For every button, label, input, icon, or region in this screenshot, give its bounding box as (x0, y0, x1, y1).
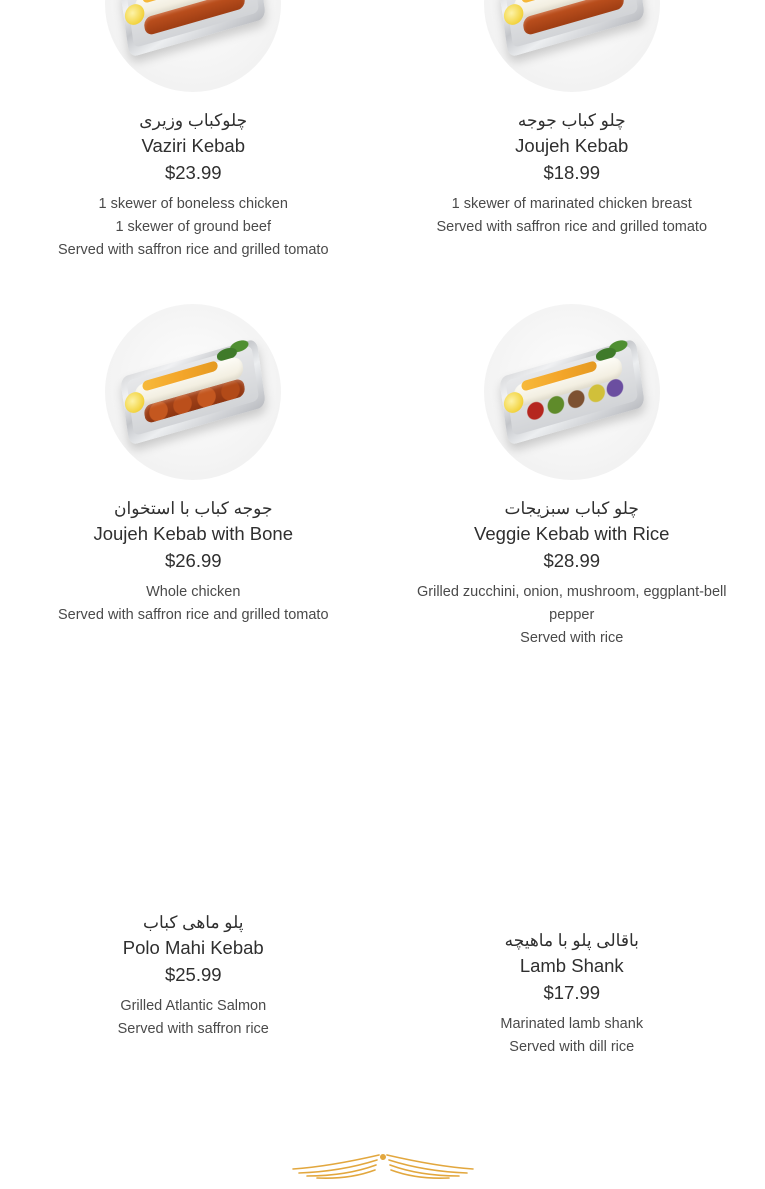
item-description-line: 1 skewer of marinated chicken breast (451, 195, 692, 212)
item-description (397, 581, 747, 651)
item-title-fa: پلو ماهی کباب (143, 913, 244, 933)
item-description-line: Served with saffron rice and grilled tomato (57, 241, 329, 258)
item-price: $18.99 (543, 161, 601, 183)
menu-item-polo-mahi-kebab[interactable] (14, 718, 373, 1041)
menu-item-joujeh-kebab[interactable] (393, 18, 752, 280)
item-price: $26.99 (164, 549, 222, 571)
item-title-fa: جوجه کباب با استخوان (114, 499, 273, 519)
item-description-line: Marinated lamb shank (500, 1015, 644, 1032)
item-title-fa: چلو کباب سبزیجات (504, 499, 639, 519)
lamb-shank-photo (484, 736, 660, 912)
kebab-tray-illustration (108, 327, 278, 457)
item-description (58, 193, 329, 263)
item-price: $17.99 (543, 982, 601, 1004)
item-title-en: Veggie Kebab with Rice (474, 523, 670, 545)
menu-item-lamb-shank[interactable] (393, 736, 752, 1059)
item-description (436, 193, 707, 239)
menu-item-veggie-kebab-with-rice[interactable] (393, 304, 752, 650)
item-description-line: Served with rice (520, 630, 624, 647)
item-price: $23.99 (164, 161, 222, 183)
item-description-line: Grilled zucchini, onion, mushroom, eggplant-bell pepper (417, 583, 727, 623)
item-title-en: Joujeh Kebab (515, 134, 629, 156)
menu-row-2 (0, 304, 765, 650)
item-description-line: Served with saffron rice and grilled tomato (57, 606, 329, 623)
item-description-line: Served with saffron rice (117, 1021, 269, 1038)
item-description-line: Served with dill rice (509, 1039, 635, 1056)
item-title-fa: باقالی پلو با ماهیچه (504, 931, 639, 951)
item-description (58, 581, 329, 627)
item-description-line: 1 skewer of ground beef (115, 218, 272, 235)
kebab-tray-illustration (108, 0, 278, 69)
item-description-line: Grilled Atlantic Salmon (120, 997, 267, 1014)
menu-item-vaziri-kebab[interactable] (14, 0, 373, 262)
menu-item-joujeh-kebab-with-bone[interactable] (14, 304, 373, 650)
joujeh-kebab-with-bone-photo (105, 304, 281, 480)
item-title-en: Polo Mahi Kebab (122, 937, 264, 959)
item-description (500, 1013, 643, 1059)
item-title-fa: چلوکباب وزیری (139, 111, 248, 130)
vaziri-kebab-photo (105, 0, 281, 92)
item-title-en: Joujeh Kebab with Bone (93, 523, 294, 545)
kebab-tray-illustration (487, 0, 657, 69)
item-description-line: Whole chicken (146, 583, 241, 600)
item-title-fa: چلو کباب جوجه (517, 111, 626, 130)
item-description-line: Served with saffron rice and grilled tomato (436, 218, 708, 235)
item-title-en: Vaziri Kebab (141, 134, 246, 156)
item-price: $25.99 (164, 964, 222, 986)
joujeh-kebab-photo (484, 0, 660, 92)
menu-row-3 (0, 718, 765, 1056)
item-price: $28.99 (543, 549, 601, 571)
item-description (118, 995, 269, 1041)
footer-ornament (0, 1143, 765, 1183)
polo-mahi-kebab-photo (105, 718, 281, 894)
menu-row-1 (0, 0, 765, 270)
veggie-kebab-with-rice-photo (484, 304, 660, 480)
item-title-en: Lamb Shank (519, 955, 624, 977)
item-description-line: 1 skewer of boneless chicken (98, 195, 288, 212)
kebab-tray-illustration (487, 327, 657, 457)
